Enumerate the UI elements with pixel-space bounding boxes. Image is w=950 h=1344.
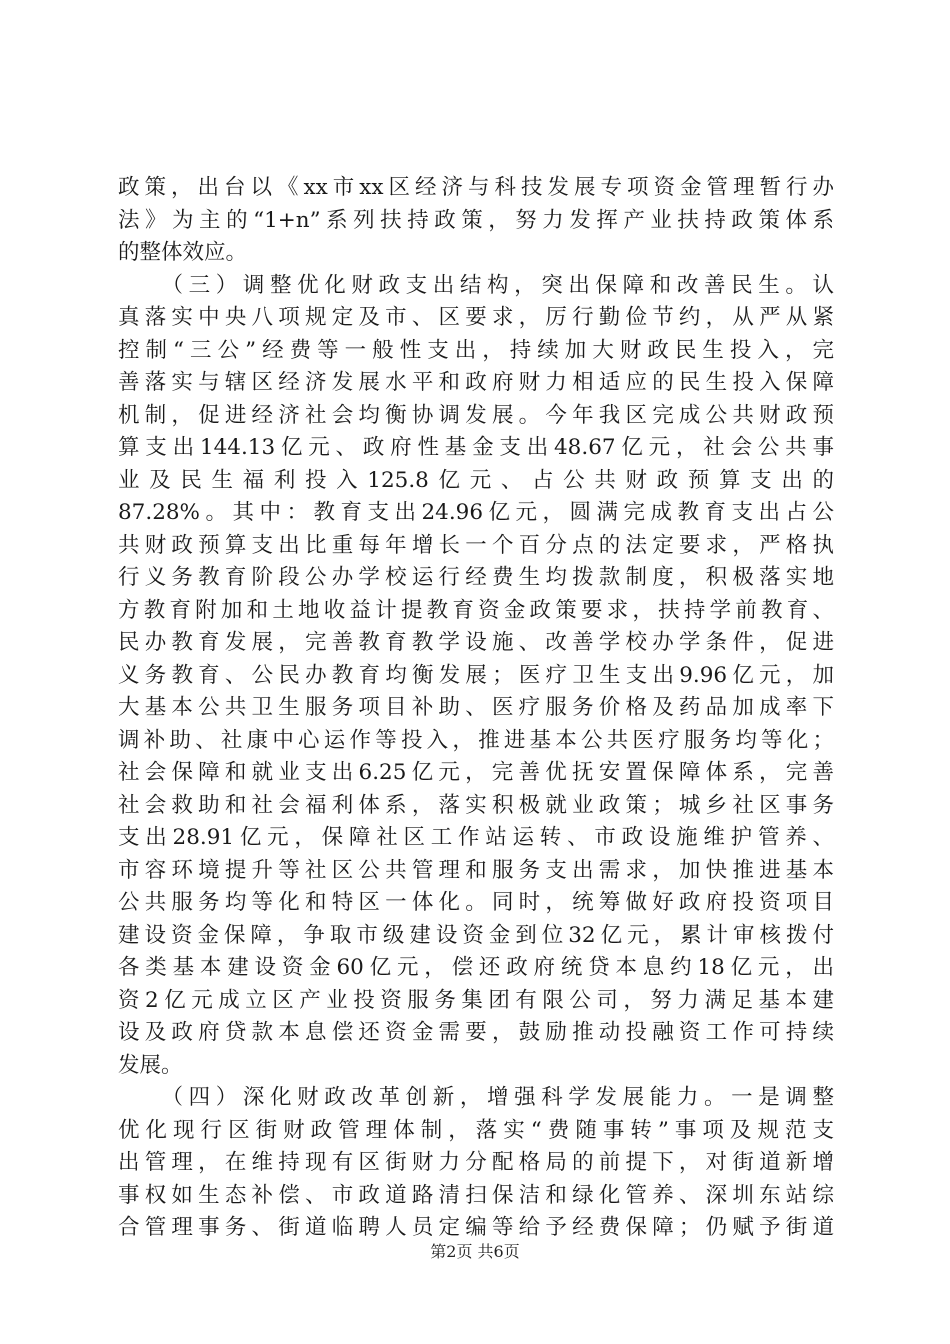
document-body <box>118 172 834 1245</box>
text-line: 法》为主的“1+n”系列扶持政策，努力发挥产业扶持政策体系 <box>118 207 834 233</box>
text-line: 各类基本建设资金60亿元，偿还政府统贷本息约18亿元，出 <box>118 955 834 980</box>
paragraph-1 <box>118 172 834 270</box>
text-line: 控制“三公”经费等一般性支出，持续加大财政民生投入，完 <box>118 337 834 363</box>
text-line: 善落实与辖区经济发展水平和政府财力相适应的民生投入保障 <box>118 370 834 395</box>
text-line: 资2亿元成立区产业投资服务集团有限公司，努力满足基本建 <box>118 987 834 1013</box>
text-line: 支出28.91亿元，保障社区工作站运转、市政设施维护管养、 <box>118 825 834 850</box>
page-footer <box>0 1240 950 1264</box>
text-line: 发展。 <box>118 1052 183 1078</box>
text-line: 行义务教育阶段公办学校运行经费生均拨款制度，积极落实地 <box>118 565 834 590</box>
text-line: 算支出144.13亿元、政府性基金支出48.67亿元，社会公共事 <box>118 435 834 460</box>
text-line: 优化现行区街财政管理体制，落实“费随事转”事项及规范支 <box>118 1117 834 1143</box>
text-line: 方教育附加和土地收益计提教育资金政策要求，扶持学前教育、 <box>118 597 834 623</box>
text-line: 建设资金保障，争取市级建设资金到位32亿元，累计审核拨付 <box>118 922 834 948</box>
text-line: 共财政预算支出比重每年增长一个百分点的法定要求，严格执 <box>118 532 834 558</box>
page-number-label: 第2页 共6页 <box>430 1242 520 1261</box>
text-line: 真落实中央八项规定及市、区要求，厉行勤俭节约，从严从紧 <box>118 305 834 330</box>
text-line: 87.28%。其中：教育支出24.96亿元，圆满完成教育支出占公 <box>118 500 834 525</box>
text-line: 公共服务均等化和特区一体化。同时，统筹做好政府投资项目 <box>118 890 834 915</box>
text-line: 市容环境提升等社区公共管理和服务支出需求，加快推进基本 <box>118 857 834 883</box>
text-line: 社会救助和社会福利体系，落实积极就业政策；城乡社区事务 <box>118 792 834 818</box>
text-line: 的整体效应。 <box>118 240 248 265</box>
text-line: 政策，出台以《xx市xx区经济与科技发展专项资金管理暂行办 <box>118 175 834 200</box>
text-line: 业及民生福利投入125.8亿元、占公共财政预算支出的 <box>118 467 834 493</box>
text-line: 社会保障和就业支出6.25亿元，完善优抚安置保障体系，完善 <box>118 760 834 785</box>
text-line: 大基本公共卫生服务项目补助、医疗服务价格及药品加成率下 <box>118 695 834 720</box>
paragraph-3 <box>118 1082 834 1245</box>
text-line: （三）调整优化财政支出结构，突出保障和改善民生。认 <box>118 272 834 298</box>
paragraph-2 <box>118 270 834 1083</box>
text-line: 设及政府贷款本息偿还资金需要，鼓励推动投融资工作可持续 <box>118 1020 834 1045</box>
text-line: 民办教育发展，完善教育教学设施、改善学校办学条件，促进 <box>118 630 834 655</box>
text-line: （四）深化财政改革创新，增强科学发展能力。一是调整 <box>118 1085 834 1110</box>
text-line: 合管理事务、街道临聘人员定编等给予经费保障；仍赋予街道 <box>118 1215 834 1240</box>
text-line: 出管理，在维持现有区街财力分配格局的前提下，对街道新增 <box>118 1150 834 1175</box>
text-line: 调补助、社康中心运作等投入，推进基本公共医疗服务均等化； <box>118 727 834 753</box>
text-line: 事权如生态补偿、市政道路清扫保洁和绿化管养、深圳东站综 <box>118 1182 834 1208</box>
text-line: 义务教育、公民办教育均衡发展；医疗卫生支出9.96亿元，加 <box>118 662 834 688</box>
text-line: 机制，促进经济社会均衡协调发展。今年我区完成公共财政预 <box>118 402 834 428</box>
